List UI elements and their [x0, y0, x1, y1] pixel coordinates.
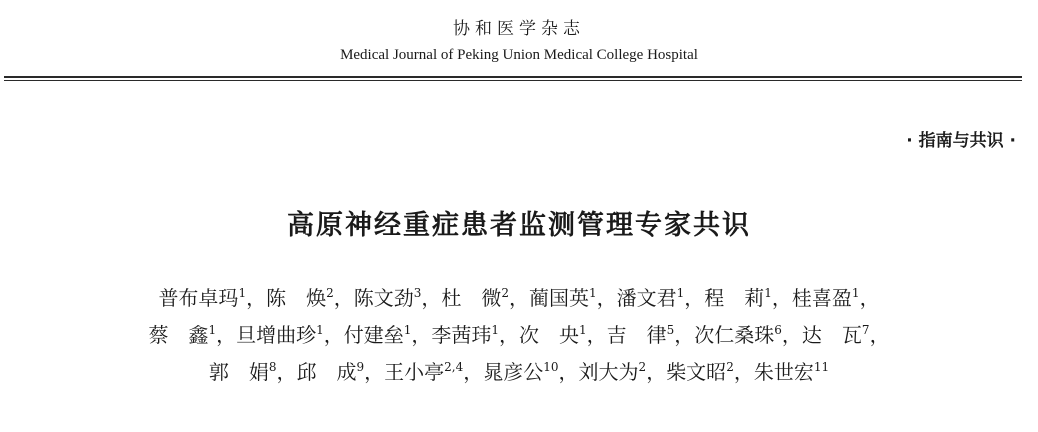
author-separator: ， — [323, 323, 344, 347]
author-separator: ， — [499, 323, 519, 347]
author-name-text: 杜 微 — [441, 286, 502, 310]
author-separator: ， — [463, 360, 484, 384]
author-line — [0, 317, 1038, 354]
author-name-text: 蔺国英 — [529, 286, 589, 310]
affiliation-number: 1 — [403, 323, 412, 337]
affiliation-number: 2 — [501, 286, 509, 300]
affiliation-number: 5 — [666, 323, 675, 337]
author-name-text: 普布卓玛 — [158, 286, 239, 310]
affiliation-number: 2 — [326, 286, 334, 300]
author-name — [209, 360, 277, 384]
author-line — [0, 354, 1038, 391]
author-separator: ， — [411, 323, 432, 347]
affiliation-number: 1 — [676, 286, 685, 300]
author-name — [158, 286, 246, 310]
affiliation-number: 1 — [764, 286, 772, 300]
author-name — [519, 323, 587, 347]
author-name-text: 朱世宏 — [753, 360, 814, 384]
author-name — [344, 323, 412, 347]
affiliation-number: 8 — [268, 360, 277, 374]
author-name-text: 王小亭 — [384, 360, 445, 384]
author-line — [0, 280, 1038, 317]
author-name-text: 次 央 — [519, 323, 579, 347]
section-label: · 指南与共识 · — [906, 131, 1016, 151]
journal-name-english: Medical Journal of Peking Union Medical College Hospital — [340, 47, 698, 63]
author-name — [579, 360, 647, 384]
affiliation-number: 6 — [774, 323, 782, 337]
author-name — [441, 286, 509, 310]
author-name — [754, 360, 829, 384]
author-name — [236, 323, 324, 347]
affiliation-number: 7 — [861, 323, 870, 337]
author-name-text: 邱 成 — [296, 360, 357, 384]
author-name — [431, 323, 499, 347]
author-name — [802, 323, 870, 347]
author-separator: ， — [246, 286, 267, 310]
author-name-text: 程 莉 — [704, 286, 765, 310]
author-separator: ， — [771, 286, 792, 310]
author-name — [704, 286, 772, 310]
affiliation-number: 1 — [208, 323, 217, 337]
affiliation-number: 1 — [579, 323, 587, 337]
journal-name-chinese: 协和医学杂志 — [453, 19, 585, 39]
affiliation-number: 10 — [543, 360, 559, 374]
author-name — [384, 360, 463, 384]
author-separator: ， — [596, 286, 617, 310]
author-separator: ， — [859, 286, 880, 310]
author-name-text: 陈 焕 — [266, 286, 327, 310]
author-name — [483, 360, 558, 384]
author-name-text: 柴文昭 — [666, 360, 727, 384]
author-separator: ， — [733, 360, 754, 384]
author-name-text: 蔡 鑫 — [148, 323, 209, 347]
author-separator: ， — [684, 286, 705, 310]
affiliation-number: 3 — [413, 286, 422, 300]
author-name-text: 陈文劲 — [353, 286, 414, 310]
author-name — [694, 323, 782, 347]
author-separator: ， — [586, 323, 607, 347]
author-name-text: 潘文君 — [616, 286, 677, 310]
author-name — [607, 323, 675, 347]
author-separator: ， — [421, 286, 442, 310]
author-name — [148, 323, 216, 347]
author-separator: ， — [216, 323, 237, 347]
author-name — [529, 286, 597, 310]
author-name-text: 李茜玮 — [431, 323, 492, 347]
affiliation-number: 1 — [491, 323, 499, 337]
affiliation-number: 1 — [316, 323, 324, 337]
author-list — [0, 280, 1038, 391]
author-name-text: 桂喜盈 — [791, 286, 852, 310]
author-name-text: 达 瓦 — [801, 323, 862, 347]
affiliation-number: 2 — [638, 360, 647, 374]
affiliation-number: 1 — [851, 286, 860, 300]
author-name-text: 郭 娟 — [208, 360, 269, 384]
affiliation-number: 1 — [589, 286, 597, 300]
author-name — [297, 360, 365, 384]
author-name-text: 旦增曲珍 — [236, 323, 317, 347]
author-name — [792, 286, 860, 310]
author-separator: ， — [646, 360, 667, 384]
author-separator: ， — [674, 323, 695, 347]
author-name-text: 晁彦公 — [483, 360, 544, 384]
author-name — [354, 286, 422, 310]
affiliation-number: 11 — [813, 360, 830, 374]
author-name-text: 付建垒 — [343, 323, 404, 347]
author-separator: ， — [509, 286, 529, 310]
author-name-text: 刘大为 — [578, 360, 639, 384]
author-separator: ， — [364, 360, 385, 384]
author-name — [666, 360, 734, 384]
affiliation-number: 1 — [238, 286, 247, 300]
author-separator: ， — [781, 323, 802, 347]
author-name — [617, 286, 685, 310]
author-separator: ， — [276, 360, 297, 384]
author-separator: ， — [869, 323, 890, 347]
affiliation-number: 9 — [356, 360, 365, 374]
article-title: 高原神经重症患者监测管理专家共识 — [287, 210, 751, 241]
author-separator: ， — [558, 360, 579, 384]
affiliation-number: 2 — [726, 360, 734, 374]
author-name — [266, 286, 334, 310]
author-name-text: 吉 律 — [606, 323, 667, 347]
affiliation-number: 2,4 — [444, 360, 464, 374]
author-name-text: 次仁桑珠 — [694, 323, 775, 347]
header-divider-thin — [4, 80, 1022, 81]
author-separator: ， — [333, 286, 354, 310]
header-divider-thick — [4, 76, 1022, 78]
